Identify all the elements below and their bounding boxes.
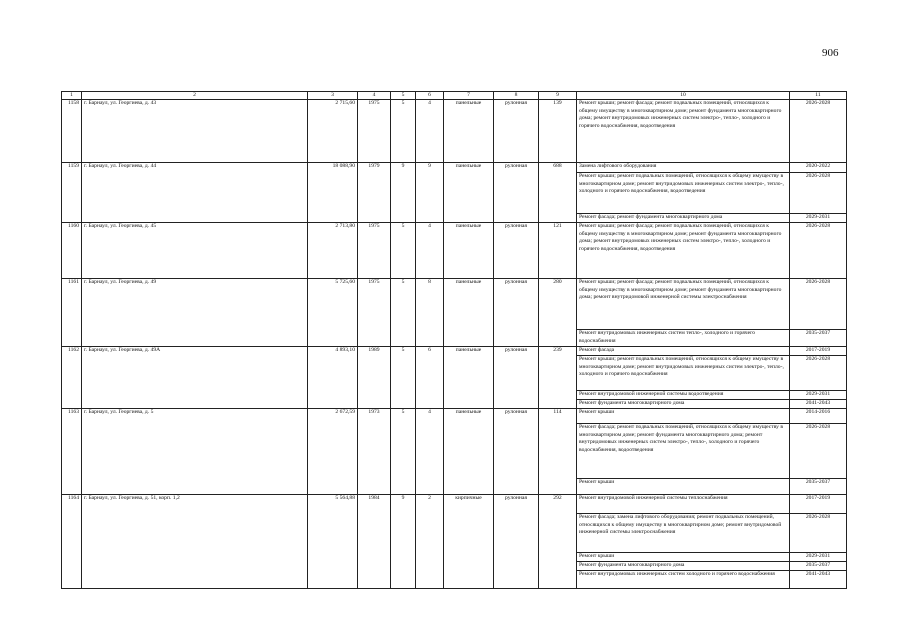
building-area: 2 715,60 — [308, 100, 358, 163]
table-row — [62, 223, 847, 279]
resident-count: 139 — [539, 100, 577, 163]
build-year: 1984 — [358, 495, 391, 589]
work-description: Ремонт внутридомовой инженерной системы водоотведения — [577, 391, 790, 400]
table-row — [62, 495, 847, 514]
building-number: 1159 — [62, 163, 82, 223]
table-row — [62, 409, 847, 424]
work-period: 2017-2019 — [790, 495, 847, 514]
column-number-row — [62, 92, 847, 100]
work-period: 2026-2028 — [790, 356, 847, 391]
building-number: 1158 — [62, 100, 82, 163]
roof-type: рулонная — [494, 100, 539, 163]
wall-material: панельные — [444, 223, 494, 279]
work-description: Ремонт крыши; ремонт подвальных помещений, относящихся к общему имуществу в многоквартирном доме; ремонт внутридомовых инженерных систем электро-, тепло-, холодного и горячего водоснабжения — [577, 356, 790, 391]
resident-count: 239 — [539, 347, 577, 409]
work-description: Ремонт внутридомовых инженерных систем холодного и горячего водоснабжения — [577, 571, 790, 589]
work-period: 2029-2031 — [790, 214, 847, 223]
work-period: 2026-2028 — [790, 514, 847, 553]
work-period: 2017-2019 — [790, 347, 847, 356]
resident-count: 688 — [539, 163, 577, 223]
building-number: 1160 — [62, 223, 82, 279]
building-area: 2 672,59 — [308, 409, 358, 495]
build-year: 1973 — [358, 409, 391, 495]
entrance-count: 4 — [416, 223, 444, 279]
roof-type: рулонная — [494, 347, 539, 409]
floor-count: 9 — [391, 163, 416, 223]
table-row — [62, 279, 847, 330]
building-address: г. Барнаул, ул. Георгиева, д. 44 — [82, 163, 308, 223]
column-number: 5 — [391, 92, 416, 100]
entrance-count: 8 — [416, 279, 444, 347]
wall-material: панельные — [444, 347, 494, 409]
work-description: Ремонт фасада; замена лифтового оборудования; ремонт подвальных помещений, относящихся к общему имуществу в многоквартирном доме; ремонт внутридомовой инженерной системы электроснабжения — [577, 514, 790, 553]
building-address: г. Барнаул, ул. Георгиева, д. 5 — [82, 409, 308, 495]
work-period: 2035-2037 — [790, 562, 847, 571]
building-number: 1162 — [62, 347, 82, 409]
floor-count: 9 — [391, 495, 416, 589]
column-number: 7 — [444, 92, 494, 100]
building-number: 1164 — [62, 495, 82, 589]
floor-count: 5 — [391, 347, 416, 409]
entrance-count: 6 — [416, 347, 444, 409]
work-description: Ремонт фасада; ремонт фундамента многоквартирного дома — [577, 214, 790, 223]
building-area: 5 564,88 — [308, 495, 358, 589]
table-row — [62, 100, 847, 163]
wall-material: панельные — [444, 163, 494, 223]
wall-material: кирпичные — [444, 495, 494, 589]
building-area: 2 713,80 — [308, 223, 358, 279]
floor-count: 5 — [391, 100, 416, 163]
work-description: Ремонт крыши — [577, 479, 790, 495]
column-number: 3 — [308, 92, 358, 100]
work-period: 2029-2031 — [790, 391, 847, 400]
work-period: 2014-2016 — [790, 409, 847, 424]
entrance-count: 9 — [416, 163, 444, 223]
wall-material: панельные — [444, 279, 494, 347]
building-address: г. Барнаул, ул. Георгиева, д. 51, корп. 1,2 — [82, 495, 308, 589]
work-period: 2026-2028 — [790, 100, 847, 163]
building-area: 18 088,90 — [308, 163, 358, 223]
building-number: 1161 — [62, 279, 82, 347]
building-address: г. Барнаул, ул. Георгиева, д. 49А — [82, 347, 308, 409]
building-area: 4 893,10 — [308, 347, 358, 409]
entrance-count: 4 — [416, 409, 444, 495]
resident-count: 280 — [539, 279, 577, 347]
building-area: 5 725,60 — [308, 279, 358, 347]
column-number: 9 — [539, 92, 577, 100]
building-number: 1163 — [62, 409, 82, 495]
floor-count: 5 — [391, 223, 416, 279]
build-year: 1979 — [358, 163, 391, 223]
work-description: Ремонт крыши; ремонт фасада; ремонт подвальных помещений, относящихся к общему имуществу в многоквартирном доме; ремонт фундамента многоквартирного дома; ремонт внутридомовых инженерных систем электро-, тепло-, холодного и горячего водоснабжения, водоотведения — [577, 100, 790, 163]
work-period: 2035-2037 — [790, 479, 847, 495]
work-description: Ремонт крыши — [577, 553, 790, 562]
column-number: 8 — [494, 92, 539, 100]
entrance-count: 2 — [416, 495, 444, 589]
roof-type: рулонная — [494, 223, 539, 279]
resident-count: 292 — [539, 495, 577, 589]
column-number: 10 — [577, 92, 790, 100]
building-address: г. Барнаул, ул. Георгиева, д. 43 — [82, 100, 308, 163]
column-number: 6 — [416, 92, 444, 100]
work-description: Ремонт фундамента многоквартирного дома — [577, 400, 790, 409]
wall-material: панельные — [444, 409, 494, 495]
roof-type: рулонная — [494, 163, 539, 223]
work-period: 2029-2031 — [790, 553, 847, 562]
table-row — [62, 163, 847, 173]
work-description: Ремонт фасада — [577, 347, 790, 356]
build-year: 1975 — [358, 279, 391, 347]
build-year: 1975 — [358, 100, 391, 163]
build-year: 1975 — [358, 223, 391, 279]
column-number: 11 — [790, 92, 847, 100]
column-number: 4 — [358, 92, 391, 100]
floor-count: 5 — [391, 409, 416, 495]
work-description: Ремонт фасада; ремонт подвальных помещений, относящихся к общему имуществу в многоквартирном доме; ремонт фундамента многоквартирного дома; ремонт внутридомовых инженерных систем электро-, тепло-, холодного и горячего водоснабжения, водоотведения — [577, 424, 790, 479]
repair-schedule-table — [61, 91, 847, 589]
entrance-count: 4 — [416, 100, 444, 163]
work-description: Ремонт внутридомовых инженерных систем тепло-, холодного и горячего водоснабжения — [577, 330, 790, 347]
roof-type: рулонная — [494, 279, 539, 347]
building-address: г. Барнаул, ул. Георгиева, д. 49 — [82, 279, 308, 347]
work-period: 2026-2028 — [790, 173, 847, 214]
work-description: Ремонт крыши; ремонт фасада; ремонт подвальных помещений, относящихся к общему имуществу в многоквартирном доме; ремонт фундамента многоквартирного дома; ремонт внутридомовой инженерной системы электроснабжения — [577, 279, 790, 330]
column-number: 2 — [82, 92, 308, 100]
roof-type: рулонная — [494, 495, 539, 589]
resident-count: 114 — [539, 409, 577, 495]
roof-type: рулонная — [494, 409, 539, 495]
work-description: Ремонт внутридомовой инженерной системы теплоснабжения — [577, 495, 790, 514]
building-address: г. Барнаул, ул. Георгиева, д. 45 — [82, 223, 308, 279]
work-period: 2035-2037 — [790, 330, 847, 347]
floor-count: 5 — [391, 279, 416, 347]
work-description: Ремонт крыши; ремонт подвальных помещений, относящихся к общему имуществу в многоквартирном доме; ремонт внутридомовых инженерных систем электро-, тепло-, холодного и горячего водоснабжения, водоотведения — [577, 173, 790, 214]
work-period: 2041-2043 — [790, 400, 847, 409]
work-description: Замена лифтового оборудования — [577, 163, 790, 173]
work-period: 2026-2028 — [790, 424, 847, 479]
resident-count: 121 — [539, 223, 577, 279]
work-description: Ремонт крыши; ремонт фасада; ремонт подвальных помещений, относящихся к общему имуществу в многоквартирном доме; ремонт фундамента многоквартирного дома; ремонт внутридомовых инженерных систем электро-, тепло-, холодного и горячего водоснабжения, водоотведения — [577, 223, 790, 279]
column-number: 1 — [62, 92, 82, 100]
work-period: 2026-2028 — [790, 223, 847, 279]
work-period: 2020-2022 — [790, 163, 847, 173]
build-year: 1989 — [358, 347, 391, 409]
work-period: 2026-2028 — [790, 279, 847, 330]
work-description: Ремонт фундамента многоквартирного дома — [577, 562, 790, 571]
table-row — [62, 347, 847, 356]
wall-material: панельные — [444, 100, 494, 163]
work-period: 2041-2043 — [790, 571, 847, 589]
work-description: Ремонт крыши — [577, 409, 790, 424]
page-number: 906 — [822, 47, 839, 59]
